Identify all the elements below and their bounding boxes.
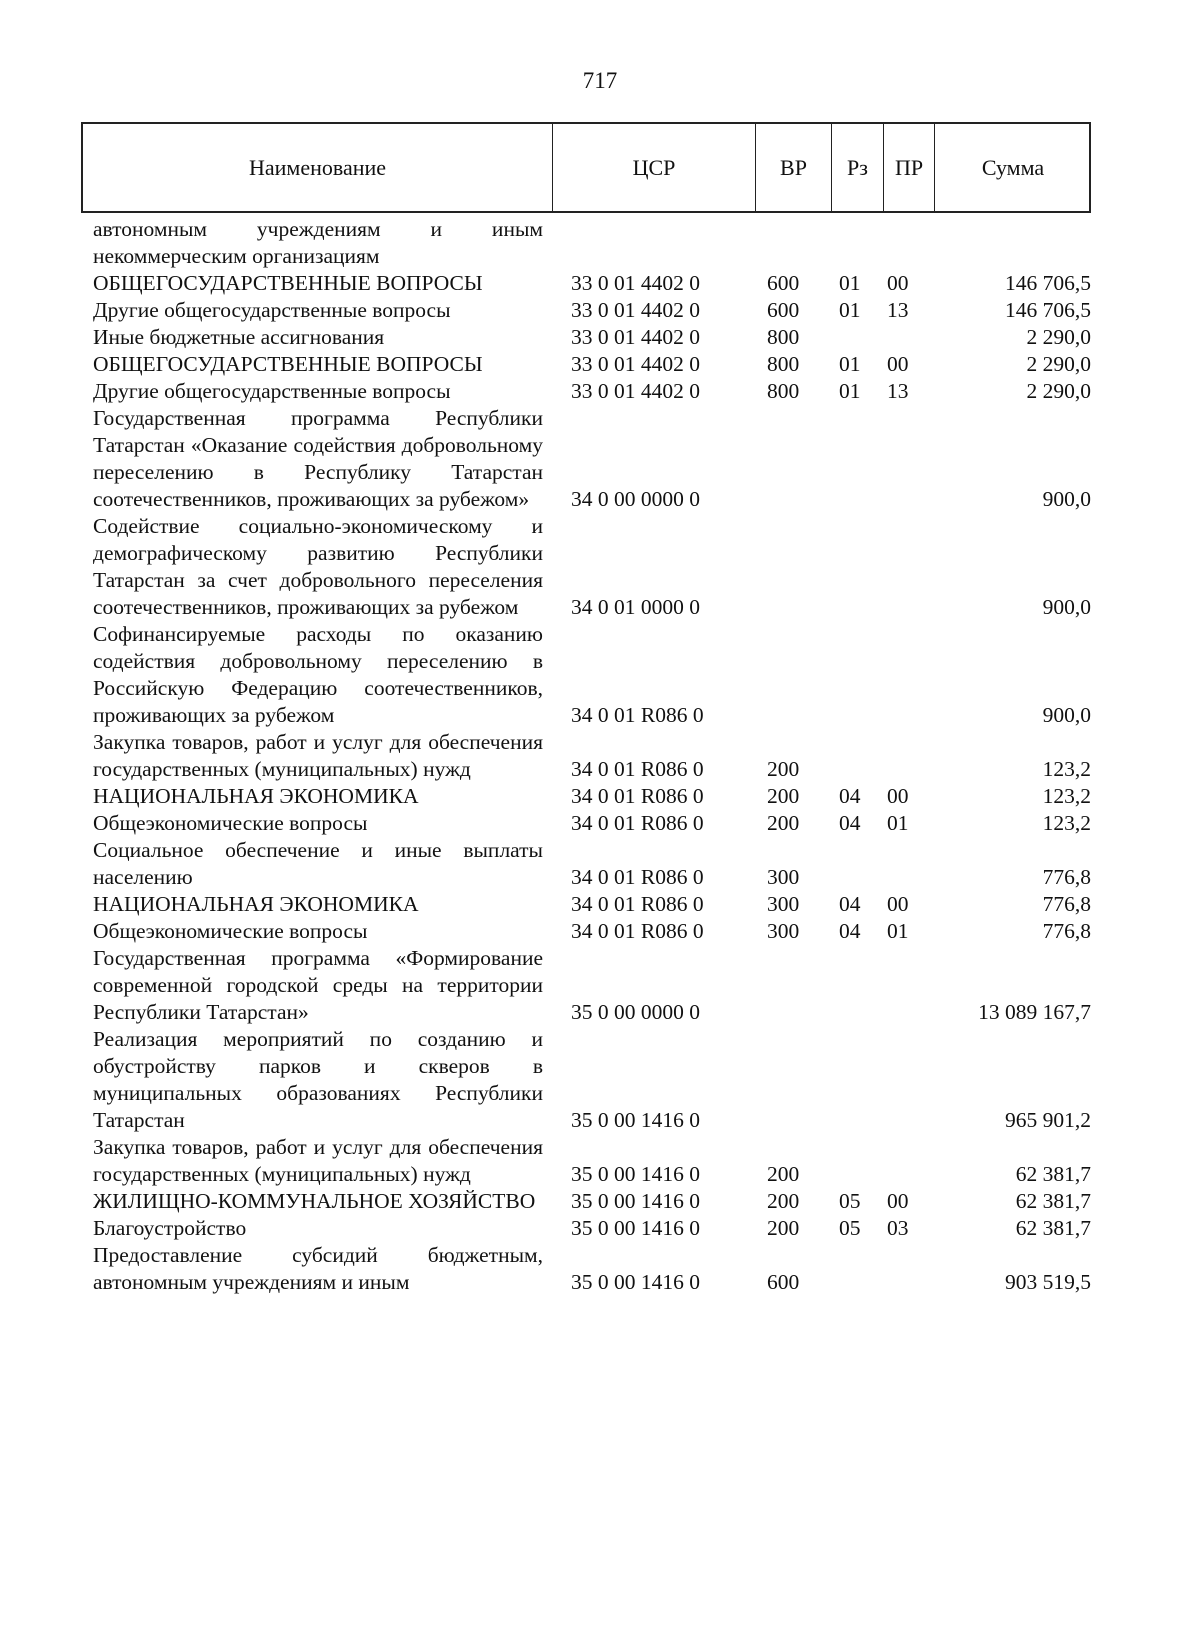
cell-sum: 123,2 xyxy=(1042,757,1091,781)
cell-csr: 35 0 00 1416 0 xyxy=(571,1216,700,1240)
cell-name: Закупка товаров, работ и услуг для обеспечения государственных (муниципальных) нужд xyxy=(93,1135,543,1186)
header-csr: ЦСР xyxy=(553,124,756,211)
cell-csr: 35 0 00 1416 0 xyxy=(571,1270,700,1294)
table-row xyxy=(93,837,1093,891)
cell-name: Социальное обеспечение и иные выплаты населению xyxy=(93,838,543,889)
cell-csr: 35 0 00 1416 0 xyxy=(571,1108,700,1132)
table-row xyxy=(93,1215,1093,1242)
cell-csr: 33 0 01 4402 0 xyxy=(571,352,700,376)
table-row xyxy=(93,270,1093,297)
cell-csr: 34 0 00 0000 0 xyxy=(571,487,700,511)
table-header xyxy=(81,122,1091,213)
cell-vr: 800 xyxy=(767,379,800,403)
cell-csr: 34 0 01 R086 0 xyxy=(571,919,704,943)
table-row xyxy=(93,513,1093,621)
table-row xyxy=(93,324,1093,351)
table-row xyxy=(93,405,1093,513)
cell-name: ОБЩЕГОСУДАРСТВЕННЫЕ ВОПРОСЫ xyxy=(93,271,483,295)
cell-csr: 33 0 01 4402 0 xyxy=(571,325,700,349)
cell-sum: 62 381,7 xyxy=(1015,1216,1091,1240)
cell-vr: 200 xyxy=(767,1216,800,1240)
cell-sum: 2 290,0 xyxy=(1026,379,1091,403)
cell-name: НАЦИОНАЛЬНАЯ ЭКОНОМИКА xyxy=(93,784,419,808)
cell-csr: 34 0 01 R086 0 xyxy=(571,703,704,727)
cell-pr: 13 xyxy=(887,298,909,322)
cell-name: Другие общегосударственные вопросы xyxy=(93,379,451,403)
cell-vr: 300 xyxy=(767,892,800,916)
cell-pr: 00 xyxy=(887,352,909,376)
cell-csr: 34 0 01 0000 0 xyxy=(571,595,700,619)
cell-pr: 00 xyxy=(887,784,909,808)
table-row xyxy=(93,378,1093,405)
cell-name: ЖИЛИЩНО-КОММУНАЛЬНОЕ ХОЗЯЙСТВО xyxy=(93,1189,536,1213)
cell-pr: 13 xyxy=(887,379,909,403)
cell-csr: 35 0 00 1416 0 xyxy=(571,1189,700,1213)
table-row xyxy=(93,621,1093,729)
cell-vr: 800 xyxy=(767,325,800,349)
cell-sum: 123,2 xyxy=(1042,811,1091,835)
page-number: 717 xyxy=(582,68,618,93)
cell-rz: 01 xyxy=(839,379,861,403)
table-row xyxy=(93,810,1093,837)
cell-rz: 01 xyxy=(839,271,861,295)
cell-sum: 13 089 167,7 xyxy=(978,1000,1091,1024)
cell-sum: 123,2 xyxy=(1042,784,1091,808)
cell-pr: 03 xyxy=(887,1216,909,1240)
cell-sum: 965 901,2 xyxy=(1005,1108,1091,1132)
cell-sum: 776,8 xyxy=(1042,919,1091,943)
cell-rz: 04 xyxy=(839,919,861,943)
header-name: Наименование xyxy=(83,124,553,211)
cell-name: Общеэкономические вопросы xyxy=(93,811,368,835)
cell-sum: 146 706,5 xyxy=(1005,271,1091,295)
cell-vr: 300 xyxy=(767,865,800,889)
cell-sum: 776,8 xyxy=(1042,892,1091,916)
cell-csr: 34 0 01 R086 0 xyxy=(571,865,704,889)
table-row xyxy=(93,1242,1093,1296)
table-row xyxy=(93,1188,1093,1215)
cell-rz: 04 xyxy=(839,892,861,916)
table-row xyxy=(93,216,1093,270)
table-row xyxy=(93,297,1093,324)
cell-csr: 34 0 01 R086 0 xyxy=(571,784,704,808)
cell-name: Государственная программа Республики Татарстан «Оказание содействия добровольному переселению в Республику Татарстан соотечественников, проживающих за рубежом» xyxy=(93,406,543,511)
table-row xyxy=(93,1026,1093,1134)
header-pr: ПР xyxy=(884,124,935,211)
cell-name: Другие общегосударственные вопросы xyxy=(93,298,451,322)
cell-sum: 62 381,7 xyxy=(1015,1162,1091,1186)
cell-name: НАЦИОНАЛЬНАЯ ЭКОНОМИКА xyxy=(93,892,419,916)
cell-csr: 34 0 01 R086 0 xyxy=(571,757,704,781)
cell-name: Содействие социально-экономическому и демографическому развитию Республики Татарстан за счет добровольного переселения соотечественников, проживающих за рубежом xyxy=(93,514,543,619)
cell-csr: 33 0 01 4402 0 xyxy=(571,379,700,403)
cell-csr: 34 0 01 R086 0 xyxy=(571,811,704,835)
cell-rz: 04 xyxy=(839,784,861,808)
table-row xyxy=(93,351,1093,378)
cell-name: Государственная программа «Формирование современной городской среды на территории Республики Татарстан» xyxy=(93,946,543,1024)
table-row xyxy=(93,891,1093,918)
cell-pr: 01 xyxy=(887,919,909,943)
cell-vr: 200 xyxy=(767,784,800,808)
cell-name: ОБЩЕГОСУДАРСТВЕННЫЕ ВОПРОСЫ xyxy=(93,352,483,376)
cell-vr: 600 xyxy=(767,298,800,322)
cell-rz: 05 xyxy=(839,1216,861,1240)
header-sum: Сумма xyxy=(981,154,1045,180)
cell-sum: 62 381,7 xyxy=(1015,1189,1091,1213)
cell-rz: 01 xyxy=(839,352,861,376)
cell-csr: 35 0 00 0000 0 xyxy=(571,1000,700,1024)
cell-vr: 200 xyxy=(767,1162,800,1186)
cell-sum: 146 706,5 xyxy=(1005,298,1091,322)
cell-vr: 200 xyxy=(767,1189,800,1213)
table-row xyxy=(93,945,1093,1026)
header-vr: ВР xyxy=(756,124,832,211)
cell-vr: 600 xyxy=(767,271,800,295)
table-row xyxy=(93,783,1093,810)
cell-pr: 00 xyxy=(887,1189,909,1213)
cell-pr: 00 xyxy=(887,271,909,295)
header-rz: Рз xyxy=(832,124,884,211)
cell-csr: 33 0 01 4402 0 xyxy=(571,298,700,322)
table-row xyxy=(93,1134,1093,1188)
cell-sum: 903 519,5 xyxy=(1005,1270,1091,1294)
cell-rz: 05 xyxy=(839,1189,861,1213)
cell-rz: 04 xyxy=(839,811,861,835)
cell-name: Предоставление субсидий бюджетным, автономным учреждениям и иным xyxy=(93,1243,543,1294)
cell-vr: 800 xyxy=(767,352,800,376)
table-row xyxy=(93,918,1093,945)
cell-sum: 900,0 xyxy=(1042,487,1091,511)
cell-sum: 900,0 xyxy=(1042,595,1091,619)
cell-pr: 00 xyxy=(887,892,909,916)
cell-name: Общеэкономические вопросы xyxy=(93,919,368,943)
cell-vr: 200 xyxy=(767,811,800,835)
cell-csr: 33 0 01 4402 0 xyxy=(571,271,700,295)
cell-name: Закупка товаров, работ и услуг для обеспечения государственных (муниципальных) нужд xyxy=(93,730,543,781)
cell-csr: 35 0 00 1416 0 xyxy=(571,1162,700,1186)
cell-name: Иные бюджетные ассигнования xyxy=(93,325,385,349)
table-body xyxy=(93,216,1093,1296)
cell-vr: 600 xyxy=(767,1270,800,1294)
cell-name: автономным учреждениям и иным некоммерческим организациям xyxy=(93,217,543,268)
cell-name: Софинансируемые расходы по оказанию содействия добровольному переселению в Российскую Федерацию соотечественников, проживающих за рубежом xyxy=(93,622,543,727)
cell-csr: 34 0 01 R086 0 xyxy=(571,892,704,916)
cell-sum: 900,0 xyxy=(1042,703,1091,727)
cell-name: Благоустройство xyxy=(93,1216,247,1240)
cell-sum: 2 290,0 xyxy=(1026,325,1091,349)
cell-vr: 200 xyxy=(767,757,800,781)
table-row xyxy=(93,729,1093,783)
cell-sum: 2 290,0 xyxy=(1026,352,1091,376)
cell-pr: 01 xyxy=(887,811,909,835)
cell-sum: 776,8 xyxy=(1042,865,1091,889)
cell-rz: 01 xyxy=(839,298,861,322)
cell-name: Реализация мероприятий по созданию и обустройству парков и скверов в муниципальных образованиях Республики Татарстан xyxy=(93,1027,543,1132)
cell-vr: 300 xyxy=(767,919,800,943)
